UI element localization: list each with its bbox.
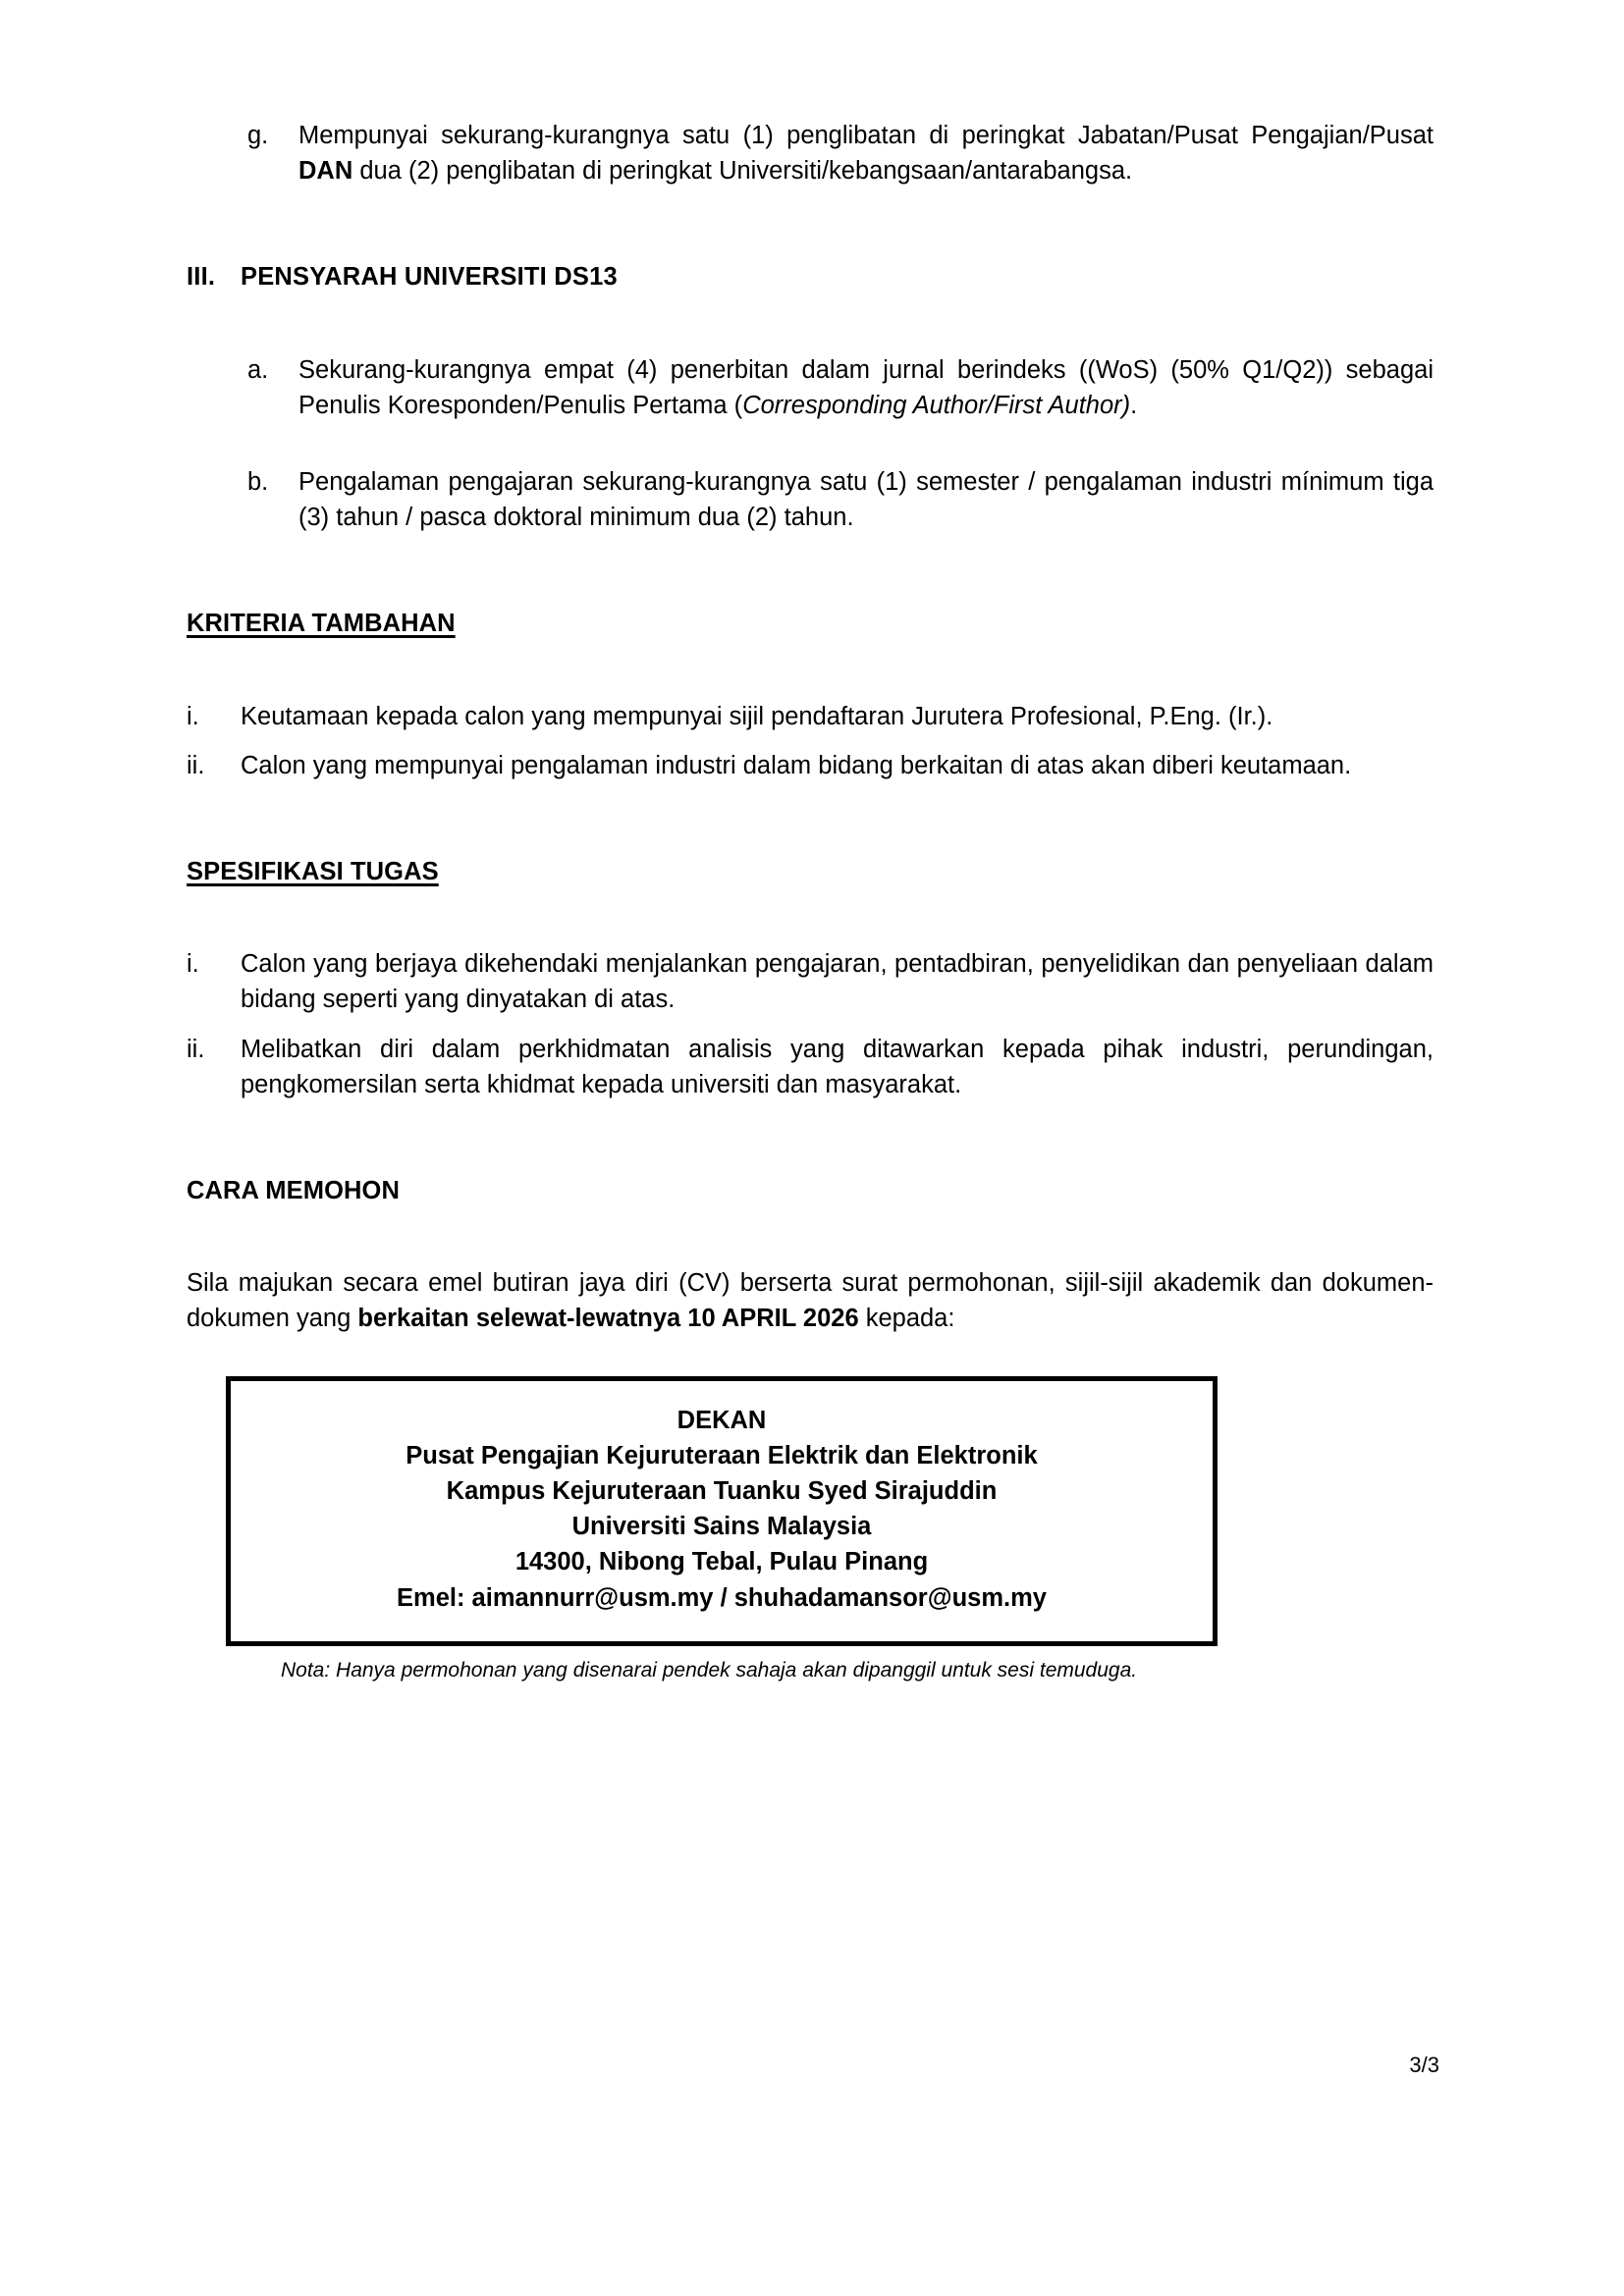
intro-text-part2: kepada: bbox=[858, 1305, 955, 1333]
list-item bbox=[187, 699, 1434, 734]
address-line-dekan: DEKAN bbox=[677, 1406, 767, 1434]
list-marker: ii. bbox=[187, 1035, 205, 1063]
spacer bbox=[187, 642, 1434, 699]
list-item-text: Calon yang berjaya dikehendaki menjalankan pengajaran, pentadbiran, penyelidikan dan penyeliaan dalam bidang seperti yang dinyatakan di atas. bbox=[241, 950, 1434, 1014]
section-title: PENSYARAH UNIVERSITI DS13 bbox=[241, 263, 618, 292]
deadline-emphasis: berkaitan selewat-lewatnya 10 APRIL 2026 bbox=[357, 1305, 859, 1333]
item-a-text-part2: . bbox=[1130, 391, 1138, 419]
spacer bbox=[187, 889, 1434, 946]
list-item-text bbox=[298, 352, 1434, 423]
list-marker: g. bbox=[247, 122, 269, 149]
footnote-nota: Nota: Hanya permohonan yang disenarai pendek sahaja akan dipanggil untuk sesi temuduga. bbox=[281, 1658, 1138, 1682]
list-item bbox=[187, 1032, 1434, 1102]
address-line-postal: 14300, Nibong Tebal, Pulau Pinang bbox=[514, 1548, 929, 1576]
item-a-italic-phrase: Corresponding Author/First Author) bbox=[742, 391, 1131, 419]
address-box bbox=[226, 1376, 1218, 1646]
list-item bbox=[187, 946, 1434, 1017]
list-item bbox=[187, 748, 1434, 783]
item-a-text-part1: Sekurang-kurangnya empat (4) penerbitan dalam jurnal berindeks ((WoS) (50% Q1/Q2)) sebagai Penulis Koresponden/Penulis Pertama ( bbox=[298, 355, 1434, 419]
spacer bbox=[187, 1208, 1434, 1265]
item-g-text-part1: Mempunyai sekurang-kurangnya satu (1) penglibatan di peringkat Jabatan/Pusat Pengajian/Pusat bbox=[298, 122, 1434, 149]
heading-cara-memohon: CARA MEMOHON bbox=[187, 1177, 400, 1205]
list-marker: i. bbox=[187, 702, 199, 730]
list-marker: ii. bbox=[187, 751, 205, 779]
page-number: 3/3 bbox=[1409, 2053, 1439, 2077]
address-line-university: Universiti Sains Malaysia bbox=[571, 1513, 872, 1541]
document-content bbox=[187, 118, 1434, 1684]
spacer bbox=[187, 295, 1434, 352]
list-item-text: Calon yang mempunyai pengalaman industri dalam bidang berkaitan di atas akan diberi keutamaan. bbox=[241, 751, 1352, 779]
address-line-email: Emel: aimannurr@usm.my / shuhadamansor@usm.my bbox=[397, 1583, 1047, 1612]
list-item-text bbox=[298, 118, 1434, 188]
cara-memohon-intro bbox=[187, 1265, 1434, 1336]
list-marker: b. bbox=[247, 468, 269, 497]
spacer bbox=[187, 734, 1434, 748]
spacer bbox=[187, 1018, 1434, 1032]
spacer bbox=[187, 535, 1434, 606]
spacer bbox=[187, 783, 1434, 854]
section-heading-iii bbox=[187, 259, 1434, 294]
list-item-text: Keutamaan kepada calon yang mempunyai sijil pendaftaran Jurutera Profesional, P.Eng. (Ir.). bbox=[241, 702, 1273, 730]
heading-kriteria-tambahan: KRITERIA TAMBAHAN bbox=[187, 610, 456, 638]
list-item-text: Melibatkan diri dalam perkhidmatan analisis yang ditawarkan kepada pihak industri, perundingan, pengkomersilan serta khidmat kepada universiti dan masyarakat. bbox=[241, 1035, 1434, 1098]
list-marker: i. bbox=[187, 950, 199, 979]
address-line-campus: Kampus Kejuruteraan Tuanku Syed Sirajuddin bbox=[446, 1477, 998, 1506]
list-item bbox=[247, 352, 1434, 423]
section-numeral: III. bbox=[187, 263, 216, 292]
list-item bbox=[247, 118, 1434, 188]
address-line-school: Pusat Pengajian Kejuruteraan Elektrik dan Elektronik bbox=[406, 1441, 1038, 1469]
spacer bbox=[187, 188, 1434, 259]
list-item-text: Pengalaman pengajaran sekurang-kurangnya satu (1) semester / pengalaman industri mínimum tiga (3) tahun / pasca doktoral minimum dua (2) tahun. bbox=[298, 468, 1434, 532]
address-box-wrapper bbox=[187, 1376, 1434, 1646]
spacer bbox=[187, 1102, 1434, 1173]
item-g-text-part2: dua (2) penglibatan di peringkat Universiti/kebangsaan/antarabangsa. bbox=[352, 157, 1133, 186]
spacer bbox=[187, 423, 1434, 464]
heading-spesifikasi-tugas: SPESIFIKASI TUGAS bbox=[187, 858, 439, 886]
list-marker: a. bbox=[247, 355, 269, 384]
item-g-emphasis-dan: DAN bbox=[298, 157, 353, 186]
list-item bbox=[247, 464, 1434, 535]
intro-text-part1: Sila majukan secara emel butiran jaya diri (CV) berserta surat permohonan, sijil-sijil akademik dan dokumen-dokumen yang bbox=[187, 1269, 1434, 1333]
